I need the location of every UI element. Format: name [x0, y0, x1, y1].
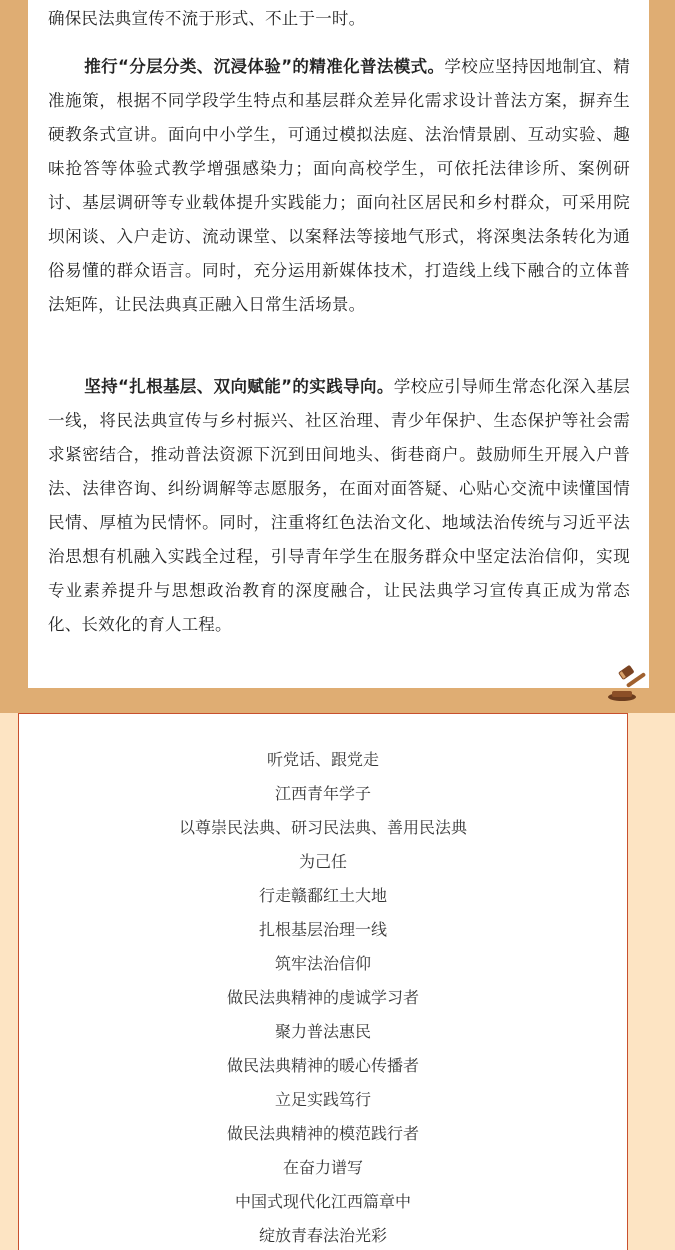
- poem-line: 以尊崇民法典、研习民法典、善用民法典: [178, 818, 467, 837]
- poem-line: 为己任: [298, 852, 347, 871]
- poem-line: 做民法典精神的暖心传播者: [226, 1056, 419, 1075]
- poem-line: 做民法典精神的模范践行者: [226, 1124, 419, 1143]
- poem-line: 在奋力谱写: [282, 1158, 363, 1177]
- poem-line: 筑牢法治信仰: [274, 954, 371, 973]
- paragraph-body: 学校应引导师生常态化深入基层一线，将民法典宣传与乡村振兴、社区治理、青少年保护、生态保护等社会需求紧密结合，推动普法资源下沉到田间地头、街巷商户。鼓励师生开展入户普法、法律咨询、纠纷调解等志愿服务，在面对面答疑、心贴心交流中读懂国情民情、厚植为民情怀。同时，注重将红色法治文化、地域法治传统与习近平法治思想有机融入实践全过程，引导青年学生在服务群众中坚定法治信仰，实现专业素养提升与思想政治教育的深度融合，让民法典学习宣传真正成为常态化、长效化的育人工程。: [48, 377, 630, 634]
- article-paragraph-tiered-model: [48, 50, 630, 322]
- paragraph-lead: 坚持“扎根基层、双向赋能”的实践导向。: [84, 377, 394, 396]
- poem-line: 江西青年学子: [274, 784, 371, 803]
- paragraph-lead: 推行“分层分类、沉浸体验”的精准化普法模式。: [84, 57, 445, 76]
- poem-line: 扎根基层治理一线: [258, 920, 387, 939]
- paragraph-body: 学校应坚持因地制宜、精准施策，根据不同学段学生特点和基层群众差异化需求设计普法方案，摒弃生硬教条式宣讲。面向中小学生，可通过模拟法庭、法治情景剧、互动实验、趣味抢答等体验式教学增强感染力；面向高校学生，可依托法律诊所、案例研讨、基层调研等专业载体提升实践能力；面向社区居民和乡村群众，可采用院坝闲谈、入户走访、流动课堂、以案释法等接地气形式，将深奥法条转化为通俗易懂的群众语言。同时，充分运用新媒体技术，打造线上线下融合的立体普法矩阵，让民法典真正融入日常生活场景。: [48, 57, 631, 314]
- gavel-icon: [606, 664, 648, 704]
- poem-box: [18, 713, 628, 1250]
- article-paragraph-practice-orientation: [48, 370, 630, 642]
- poem-line: 立足实践笃行: [274, 1090, 371, 1109]
- poem-line: 行走赣鄱红土大地: [258, 886, 387, 905]
- poem-line: 聚力普法惠民: [274, 1022, 371, 1041]
- poem-line: 绽放青春法治光彩: [258, 1226, 387, 1245]
- poem-line: 听党话、跟党走: [266, 750, 379, 769]
- poem-line: 做民法典精神的虔诚学习者: [226, 988, 419, 1007]
- article-card: [28, 0, 649, 688]
- poem-frame: [0, 713, 675, 1250]
- article-paragraph-intro-tail: 确保民法典宣传不流于形式、不止于一时。: [48, 9, 366, 28]
- poem-line: 中国式现代化江西篇章中: [234, 1192, 411, 1211]
